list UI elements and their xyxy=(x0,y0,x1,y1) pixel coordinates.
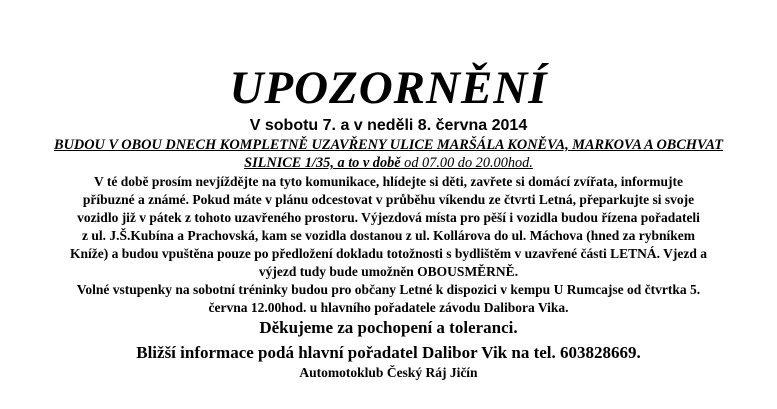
closure-line-2 xyxy=(4,154,773,172)
tickets-paragraph xyxy=(4,281,773,317)
paragraph-line: V té době prosím nevjíždějte na tyto komunikace, hlídejte si děti, zavřete si domácí zvířata, informujte xyxy=(94,174,683,189)
thanks-line: Děkujeme za pochopení a toleranci. xyxy=(259,318,518,337)
closure-time: od 07.00 do 20.00hod. xyxy=(400,155,533,171)
paragraph-line: Kníže) a budou vpuštěna pouze po předložení dokladu totožnosti s bydlištěm v uzavřené části LETNÁ. Vjezd a xyxy=(70,246,707,261)
contact-info-line: Bližší informace podá hlavní pořadatel Dalibor Vik na tel. 603828669. xyxy=(136,343,641,362)
closure-line-2-prefix: SILNICE 1/35, a to v době xyxy=(244,155,401,171)
paragraph-line: června 12.00hod. u hlavního pořadatele závodu Dalibora Vika. xyxy=(208,300,569,315)
paragraph-line: vozidlo již v pátek z tohoto uzavřeného prostoru. Výjezdová místa pro pěší i vozidla budou řízena pořadateli xyxy=(77,210,700,225)
paragraph-line: z ul. J.Š.Kubína a Prachovská, kam se vozidla dostanou z ul. Kollárova do ul. Máchova (hned za rybníkem xyxy=(82,228,695,243)
event-date: V sobotu 7. a v neděli 8. června 2014 xyxy=(249,117,528,134)
paragraph-line: příbuzné a známé. Pokud máte v plánu odcestovat v průběhu víkendu ze čtvrti Letná, přeparkujte si svoje xyxy=(82,192,695,207)
closure-line-1: BUDOU V OBOU DNECH KOMPLETNĚ UZAVŘENY ULICE MARŠÁLA KONĚVA, MARKOVA A OBCHVAT xyxy=(54,137,723,153)
instructions-paragraph xyxy=(4,173,773,281)
notice-title: UPOZORNĚNÍ xyxy=(229,62,548,114)
organizer-signature: Automotoklub Český Ráj Jičín xyxy=(299,365,478,380)
road-closure-statement xyxy=(4,136,773,172)
paragraph-line: výjezd tudy bude umožněn OBOUSMĚRNĚ. xyxy=(258,264,519,279)
paragraph-line: Volné vstupenky na sobotní tréninky budou pro občany Letné k dispozici v kempu U Rumcajse od čtvrtka 5. xyxy=(76,282,701,297)
